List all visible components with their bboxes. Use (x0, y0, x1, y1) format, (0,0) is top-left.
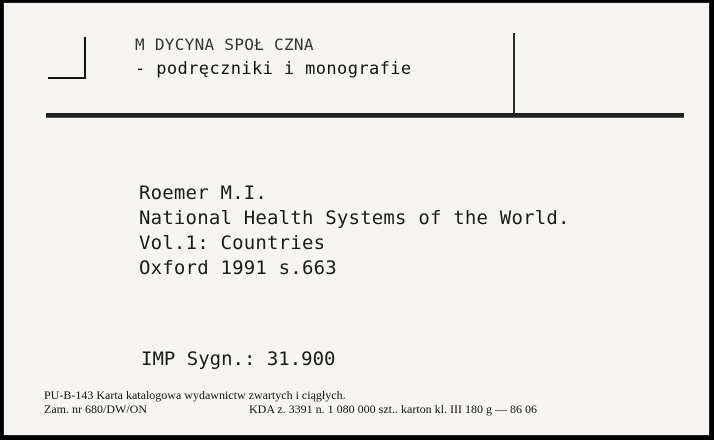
call-number: IMP Sygn.: 31.900 (141, 348, 336, 370)
entry-volume: Vol.1: Countries (139, 232, 326, 254)
corner-mark-horizontal (48, 77, 86, 79)
subject-heading: M DYCYNA SPOŁ CZNA (135, 35, 314, 54)
catalog-card (3, 2, 710, 436)
entry-imprint: Oxford 1991 s.663 (139, 257, 337, 279)
heading-divider-line (513, 33, 515, 113)
heading-rule (46, 113, 684, 118)
footer-print-info: KDA z. 3391 n. 1 080 000 szt.. karton kl. III 180 g — 86 06 (249, 402, 537, 416)
subject-subheading: - podręczniki i monografie (135, 59, 412, 79)
bibliographic-entry (139, 181, 570, 281)
entry-author: Roemer M.I. (139, 182, 268, 204)
footer-form-line: PU-B-143 Karta katalogowa wydawnictw zwartych i ciągłych. (44, 388, 346, 402)
corner-mark-vertical (84, 37, 86, 79)
footer-print-line (44, 402, 537, 416)
entry-title: National Health Systems of the World. (139, 207, 570, 229)
footer-order-number: Zam. nr 680/DW/ON (44, 402, 147, 416)
card-footer (44, 388, 537, 416)
